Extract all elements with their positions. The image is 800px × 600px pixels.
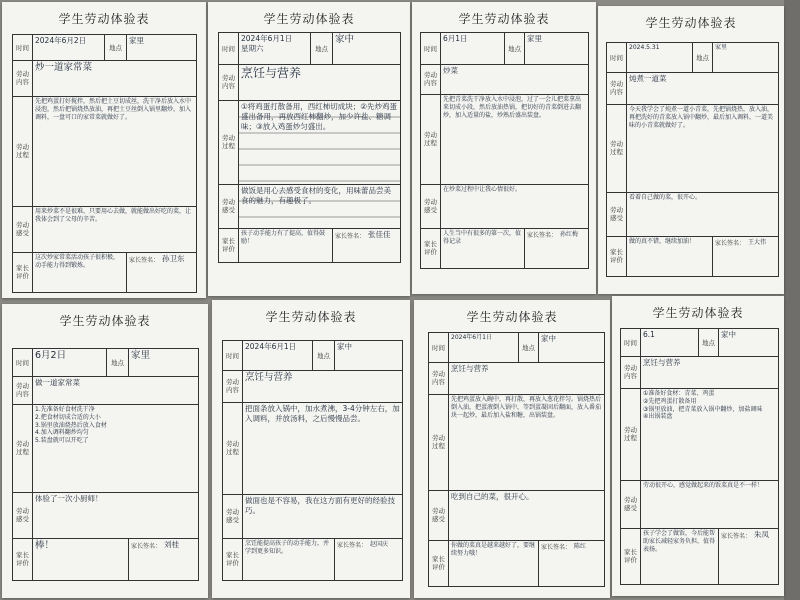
parent-value: 孩子动手能力有了提高，值得鼓励！ [239,229,333,263]
place-value: 家中 [335,341,403,371]
time-label: 时间 [429,333,449,363]
parent-label: 家长 评价 [13,253,33,293]
feeling-value: 看着自己做的菜，很开心。 [627,193,779,237]
parent-label: 家长 评价 [621,529,641,585]
parent-signature: 陈红 [574,542,587,550]
parent-label: 家长 评价 [607,237,627,277]
signature-cell [333,229,401,263]
time-value: 2024年6月1日 星期六 [239,33,311,65]
labor-form [218,32,401,263]
labor-form [606,42,779,277]
place-value: 家里 [127,35,197,61]
place-value: 家中 [719,329,779,357]
content-value: 烹饪与营养 [243,371,403,403]
sheet-title: 学生劳动体验表 [466,310,558,324]
background-edge [784,0,800,600]
signature-cell [713,237,779,277]
sheet-title: 学生劳动体验表 [652,306,744,320]
parent-signature: 刘桂 [164,540,180,549]
process-label: 劳动 过程 [421,95,441,185]
labor-sheet [612,296,784,596]
labor-sheet [412,2,596,294]
content-value: 烹饪与营养 [449,363,605,395]
parent-signature: 赵国庆 [370,540,389,548]
content-label: 劳动 内容 [13,61,33,97]
parent-signature: 孙卫东 [162,254,185,263]
labor-form [420,32,589,269]
time-value: 2024年6月1日 [243,341,313,371]
feeling-label: 劳动 感受 [621,481,641,529]
content-label: 劳动 内容 [219,65,239,101]
process-value: 把面条放入锅中，加水煮沸，3-4分钟左右，加入调料，并放汤料，之后慢慢品尝。 [243,403,403,495]
labor-sheet [2,304,208,598]
place-label: 地点 [313,341,335,371]
labor-sheet [212,300,410,598]
feeling-label: 劳动 感受 [421,185,441,229]
content-value: 炒一道家常菜 [33,61,197,97]
signature-cell [719,529,779,585]
sheet-title: 学生劳动体验表 [59,314,151,328]
feeling-value: 在炒菜过程中让我心情很好。 [441,185,589,229]
parent-signature: 王大伟 [748,238,767,246]
sign-label: 家长签名： [541,544,572,551]
feeling-value: 吃到自己的菜，很开心。 [449,491,605,541]
process-label: 劳动 过程 [13,405,33,493]
time-value: 2024.5.31 [627,43,693,73]
labor-sheet [2,2,206,298]
process-label: 劳动 过程 [223,403,243,495]
parent-label: 家长 评价 [13,539,33,581]
sign-label: 家长签名： [337,542,368,549]
sheet-title: 学生劳动体验表 [265,310,357,324]
feeling-label: 劳动 感受 [429,491,449,541]
parent-signature: 张佳佳 [368,230,391,239]
parent-label: 家长 评价 [223,539,243,581]
sign-label: 家长签名： [715,240,746,247]
place-value: 家里 [713,43,779,73]
content-label: 劳动 内容 [621,357,641,389]
place-label: 地点 [693,43,713,73]
content-label: 劳动 内容 [429,363,449,395]
process-label: 劳动 过程 [219,101,239,185]
labor-form [12,34,197,293]
place-label: 地点 [107,349,129,377]
labor-form [222,340,403,581]
place-label: 地点 [699,329,719,357]
sign-label: 家长签名： [721,532,752,540]
signature-cell [539,541,605,587]
content-label: 劳动 内容 [223,371,243,403]
labor-form [428,332,605,587]
parent-value: 棒！ [33,539,129,581]
parent-label: 家长 评价 [219,229,239,263]
time-label: 时间 [607,43,627,73]
labor-sheet [598,6,784,294]
content-value: 做一道家常菜 [33,377,199,405]
time-label: 时间 [421,33,441,65]
sheet-title: 学生劳动体验表 [263,12,355,26]
time-value: 2024年6月2日 [33,35,105,61]
labor-sheet [414,300,610,598]
labor-form [620,328,779,585]
feeling-value: 体验了一次小厨师！ [33,493,199,539]
time-label: 时间 [219,33,239,65]
process-value: 1.先准备好食材洗干净 2.把食材切成合适的大小 3.锅里放油烧热后放入食材 4.加入调料翻炒均匀 5.装盘就可以开吃了 [33,405,199,493]
feeling-value: 做面也是不容易，我在这方面有更好的经验技巧。 [243,495,403,539]
time-label: 时间 [13,35,33,61]
process-value: ①将鸡蛋打散备用，西红柿切成块；②先炒鸡蛋盛出备用，再放西红柿翻炒，加少许盐、糖调味；③放入鸡蛋炒匀盛出。 [239,101,401,185]
parent-value: 做的真不错，继续加油！ [627,237,713,277]
sheet-title: 学生劳动体验表 [458,12,550,26]
process-label: 劳动 过程 [607,105,627,193]
parent-label: 家长 评价 [429,541,449,587]
feeling-label: 劳动 感受 [13,207,33,253]
time-value: 6月1日 [441,33,505,65]
feeling-label: 劳动 感受 [13,493,33,539]
sheet-title: 学生劳动体验表 [58,12,150,26]
sign-label: 家长签名： [129,256,160,264]
time-label: 时间 [223,341,243,371]
signature-cell [129,539,199,581]
time-label: 时间 [621,329,641,357]
parent-value: 这次炒家常菜活动孩子很积极，动手能力得到锻炼。 [33,253,127,293]
labor-form [12,348,199,581]
process-value: 先把青菜洗干净放入水中浸泡，过了一会儿把菜拿出来切成小段，然后放油热锅，把切好的青菜倒进去翻炒，加入适量的盐，炒熟后盛出装盘。 [441,95,589,185]
place-value: 家里 [525,33,589,65]
place-value: 家中 [333,33,401,65]
content-value: 炒菜 [441,65,589,95]
place-label: 地点 [311,33,333,65]
signature-cell [335,539,403,581]
content-label: 劳动 内容 [13,377,33,405]
content-value: 烹饪与营养 [239,65,401,101]
process-value: 今天我学会了炖煮一道小青菜，先把锅烧热，放入油，再把洗好的青菜放入锅中翻炒，最后加入调料，一道美味的小青菜就做好了。 [627,105,779,193]
parent-signature: 朱凤 [754,530,770,539]
parent-value: 孩子学会了做饭，今后能帮助家长减轻家务负担，值得表扬。 [641,529,719,585]
time-label: 时间 [13,349,33,377]
feeling-label: 劳动 感受 [219,185,239,229]
place-value: 家里 [129,349,199,377]
process-label: 劳动 过程 [621,389,641,481]
signature-cell [127,253,197,293]
parent-value: 你做的菜真是越来越好了，要继续努力哦！ [449,541,539,587]
process-label: 劳动 过程 [429,395,449,491]
place-label: 地点 [519,333,539,363]
content-label: 劳动 内容 [421,65,441,95]
feeling-label: 劳动 感受 [223,495,243,539]
place-value: 家中 [539,333,605,363]
sign-label: 家长签名： [335,232,366,240]
content-value: 烹饪与营养 [641,357,779,389]
labor-sheet [208,2,410,296]
place-label: 地点 [505,33,525,65]
parent-value: 烹饪能提高孩子的动手能力，并学到更多知识。 [243,539,335,581]
feeling-value: 劳动很开心，感觉做起来的饭菜真是不一样！ [641,481,779,529]
parent-signature: 孙红梅 [560,230,579,238]
sheet-title: 学生劳动体验表 [645,16,737,30]
place-label: 地点 [105,35,127,61]
parent-value: 人生当中有很多的第一次，值得记录 [441,229,525,269]
signature-cell [525,229,589,269]
process-value: ①准备好食材：青菜、鸡蛋 ②先把鸡蛋打散备用 ③锅里放油，把青菜放入锅中翻炒，加盐调味 ④出锅装盘 [641,389,779,481]
process-value: 先把鸡蛋放入碗中，再打散，再放入葱花拌匀。锅烧热后倒入油，把蛋液倒入锅中，等到蛋凝固后翻面，放入番茄块一起炒，最后加入盐和糖，出锅装盘。 [449,395,605,491]
sign-label: 家长签名： [131,542,162,550]
parent-label: 家长 评价 [421,229,441,269]
time-value: 2024年6月1日 [449,333,519,363]
time-value: 6月2日 [33,349,107,377]
feeling-label: 劳动 感受 [607,193,627,237]
process-value: 先把鸡蛋打好搅拌，然后把土豆切成丝，洗干净后放入水中浸泡，然后把锅烧热放油，再把土豆丝倒入锅里翻炒，加入调料，一盘可口的家常菜就做好了。 [33,97,197,207]
process-label: 劳动 过程 [13,97,33,207]
sign-label: 家长签名： [527,232,558,239]
feeling-value: 做饭是用心去感受食材的变化，用味蕾品尝美食的魅力，有趣极了。 [239,185,401,229]
content-label: 劳动 内容 [607,73,627,105]
time-value: 6.1 [641,329,699,357]
content-value: 炖煮一道菜 [627,73,779,105]
feeling-value: 用来炒菜不是很难，只要用心去做，就能做出好吃的菜，让我体会到了父母的辛苦。 [33,207,197,253]
